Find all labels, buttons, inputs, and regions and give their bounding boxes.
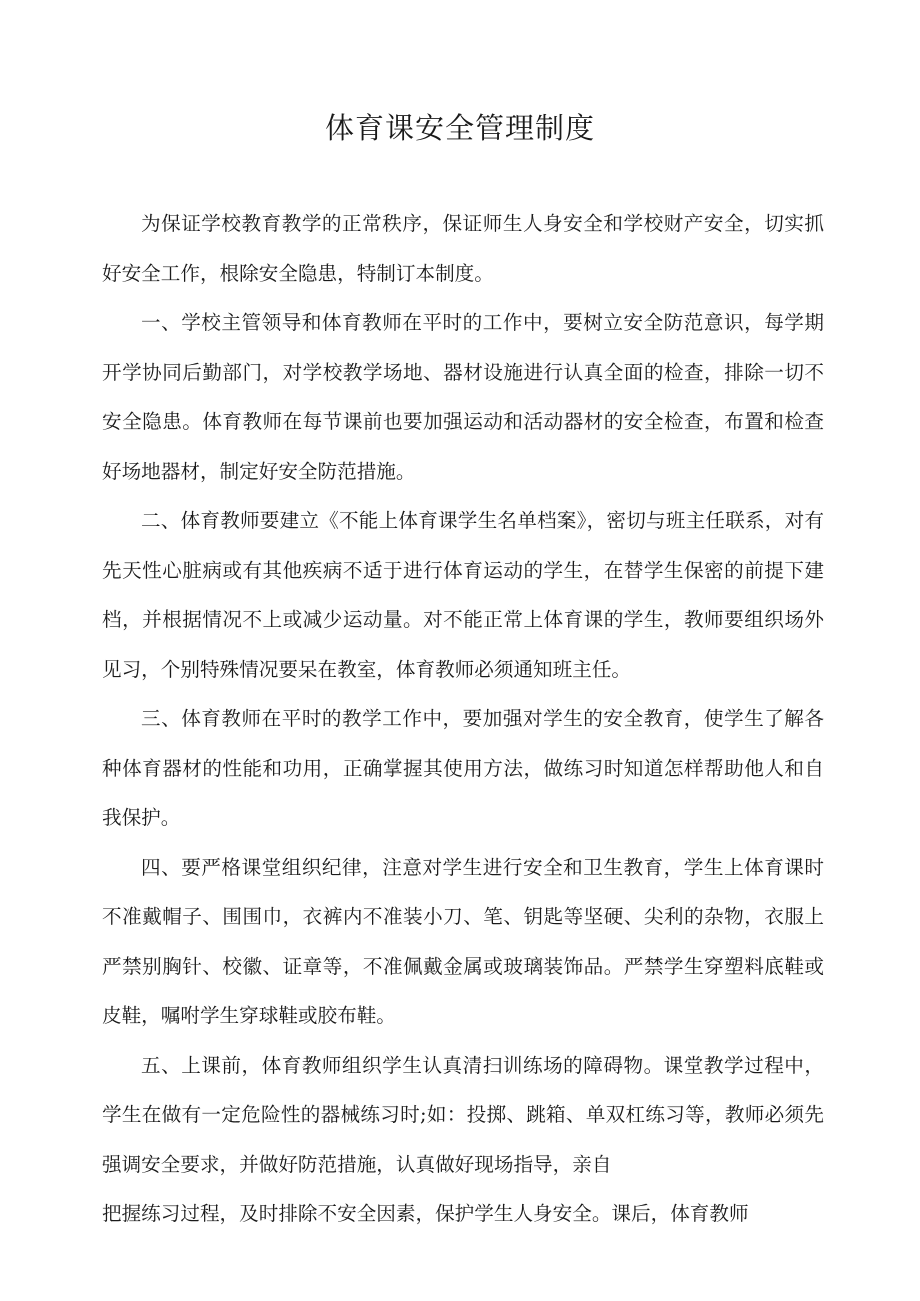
paragraph-1: 一、学校主管领导和体育教师在平时的工作中，要树立安全防范意识，每学期开学协同后勤部门，对学校教学场地、器材设施进行认真全面的检查，排除一切不安全隐患。体育教师在每节课前也要加强运动和活动器材的安全检查，布置和检查好场地器材，制定好安全防范措施。	[102, 311, 824, 483]
document-title: 体育课安全管理制度	[324, 111, 595, 145]
document-body	[102, 199, 824, 1239]
paragraph-intro: 为保证学校教育教学的正常秩序，保证师生人身安全和学校财产安全，切实抓好安全工作，根除安全隐患，特制订本制度。	[102, 212, 824, 285]
paragraph-3: 三、体育教师在平时的教学工作中，要加强对学生的安全教育，使学生了解各种体育器材的性能和功用，正确掌握其使用方法，做练习时知道怎样帮助他人和自我保护。	[102, 707, 824, 829]
paragraph-2: 二、体育教师要建立《不能上体育课学生名单档案》，密切与班主任联系，对有先天性心脏病或有其他疾病不适于进行体育运动的学生，在替学生保密的前提下建档，并根据情况不上或减少运动量。对不能正常上体育课的学生，教师要组织场外见习，个别特殊情况要呆在教室，体育教师必须通知班主任。	[102, 509, 824, 681]
paragraph-5-continuation: 把握练习过程，及时排除不安全因素，保护学生人身安全。课后，体育教师	[102, 1202, 749, 1225]
paragraph-5: 五、上课前，体育教师组织学生认真清扫训练场的障碍物。课堂教学过程中，学生在做有一定危险性的器械练习时;如：投掷、跳箱、单双杠练习等，教师必须先强调安全要求，并做好防范措施，认真做好现场指导，亲自	[102, 1053, 824, 1176]
paragraph-4: 四、要严格课堂组织纪律，注意对学生进行安全和卫生教育，学生上体育课时不准戴帽子、围围巾，衣裤内不准装小刀、笔、钥匙等坚硬、尖利的杂物，衣服上严禁别胸针、校徽、证章等，不准佩戴金属或玻璃装饰品。严禁学生穿塑料底鞋或皮鞋，嘱咐学生穿球鞋或胶布鞋。	[102, 855, 824, 1027]
